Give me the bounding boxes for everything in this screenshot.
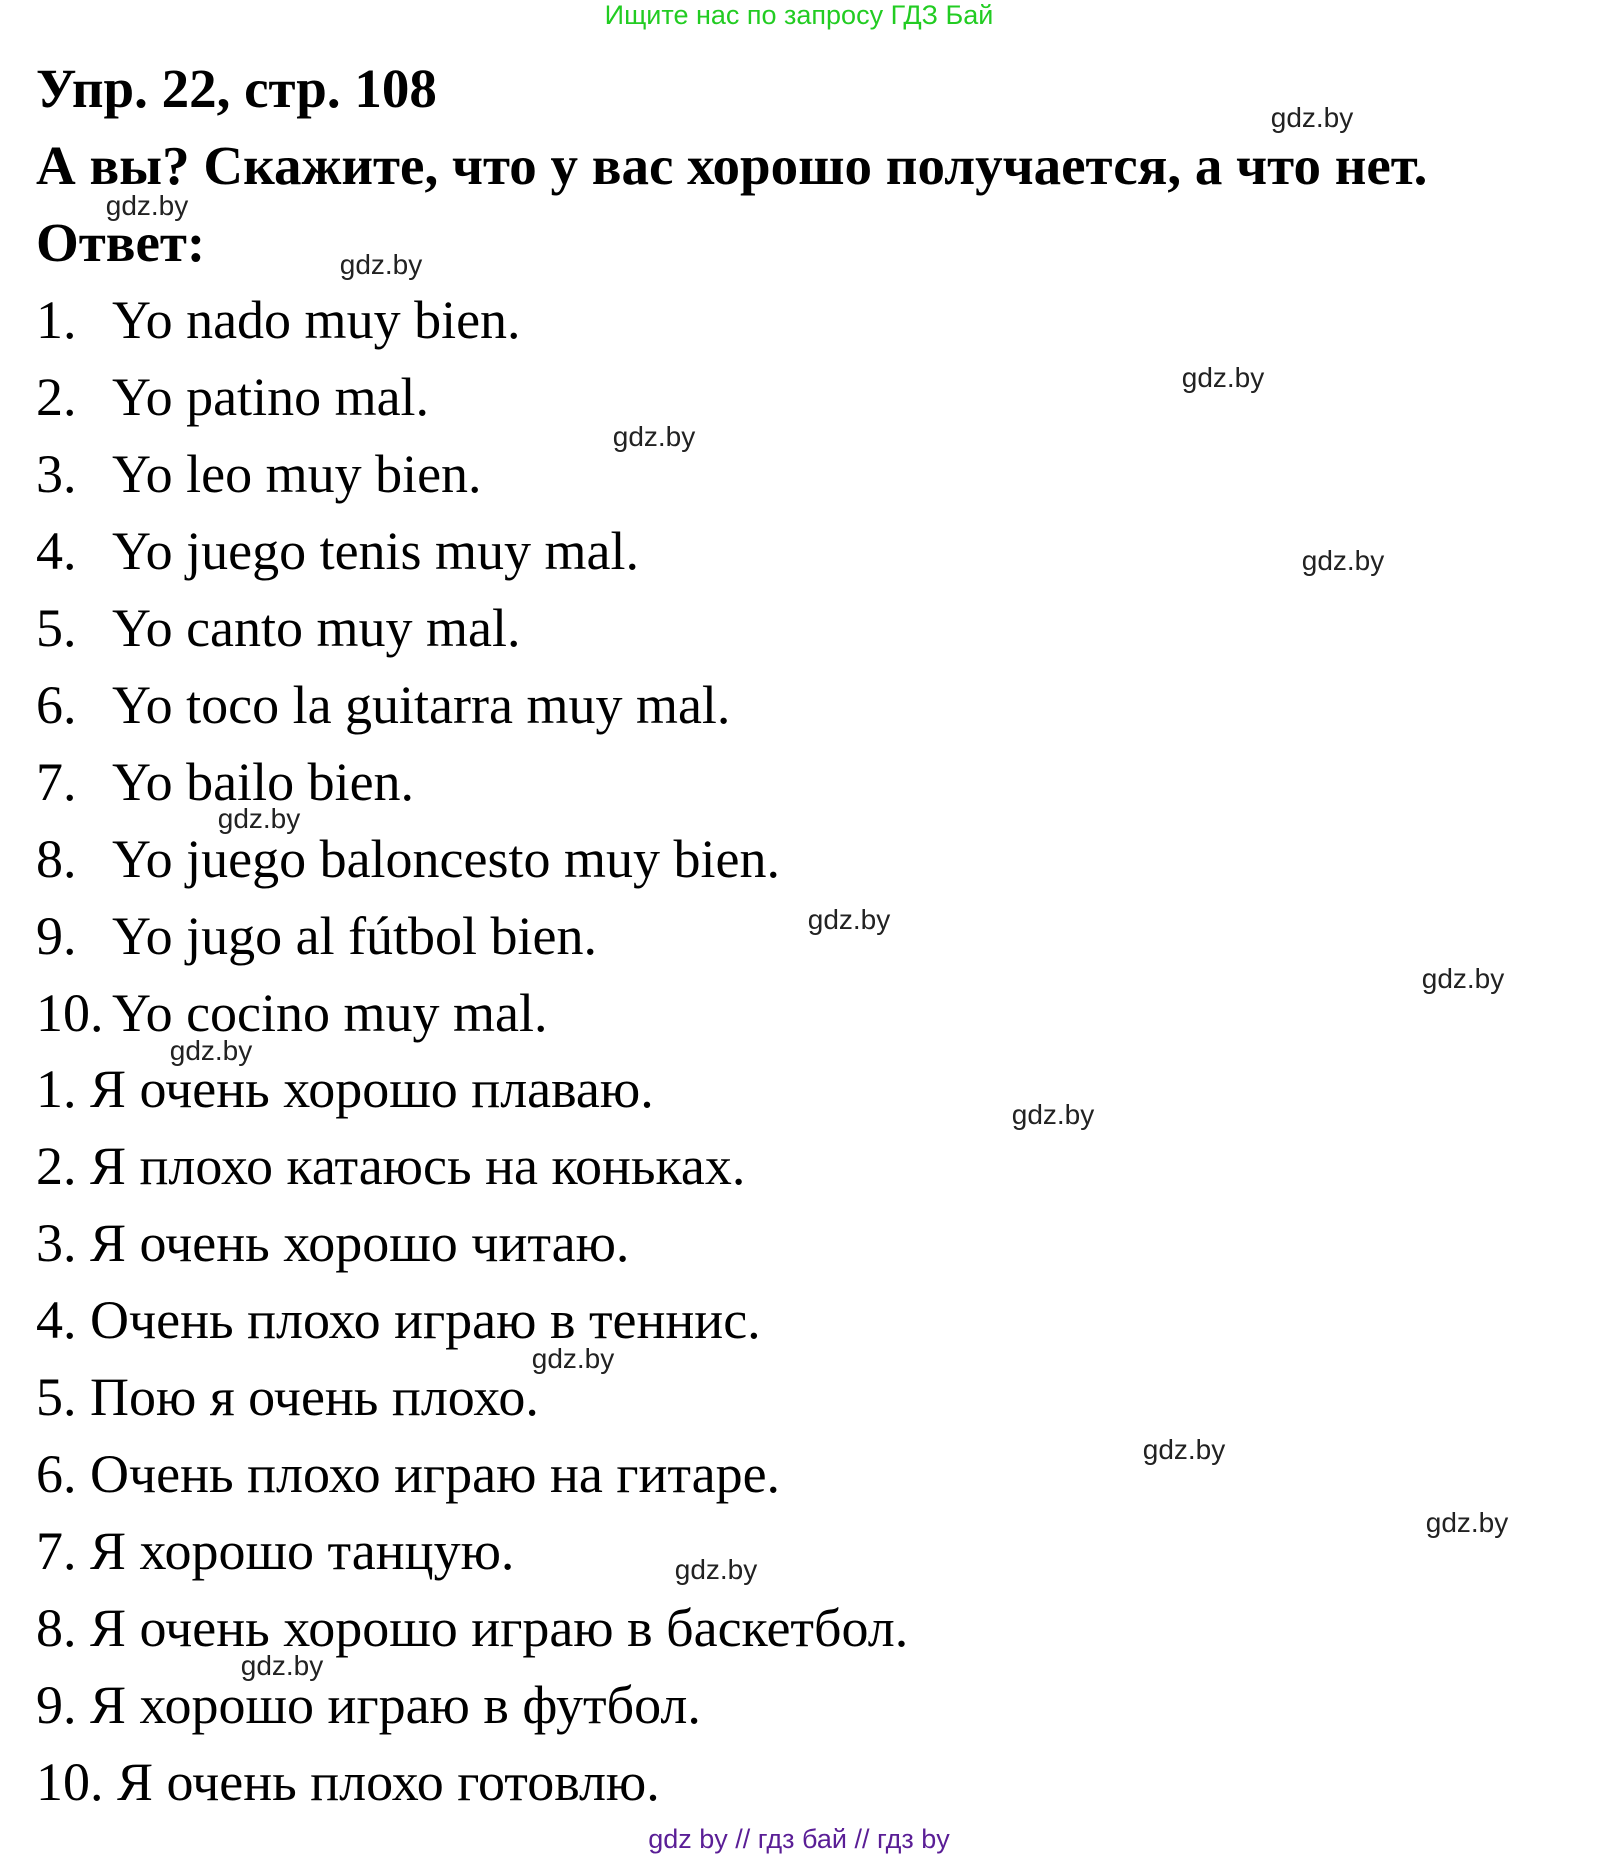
russian-translation-item: 3. Я очень хорошо читаю. bbox=[36, 1213, 630, 1273]
item-text: Yo bailo bien. bbox=[112, 752, 415, 812]
item-text: Yo canto muy mal. bbox=[112, 598, 521, 658]
item-number: 7. bbox=[36, 752, 77, 812]
watermark: gdz.by bbox=[612, 421, 696, 452]
russian-translation-item: 7. Я хорошо танцую. bbox=[36, 1521, 515, 1581]
watermark: gdz.by bbox=[240, 1650, 324, 1681]
item-number: 2. bbox=[36, 367, 77, 427]
russian-translation-item: 6. Очень плохо играю на гитаре. bbox=[36, 1444, 781, 1504]
russian-translation-item: 5. Пою я очень плохо. bbox=[36, 1367, 539, 1427]
watermark: gdz.by bbox=[807, 904, 891, 935]
item-number: 8. bbox=[36, 829, 77, 889]
item-number: 9. bbox=[36, 906, 77, 966]
item-text: Yo nado muy bien. bbox=[112, 290, 521, 350]
watermark: gdz.by bbox=[1301, 545, 1385, 576]
footer-links: gdz by // гдз бай // гдз by bbox=[648, 1824, 950, 1854]
item-text: Yo cocino muy mal. bbox=[112, 983, 548, 1043]
russian-translation-item: 10. Я очень плохо готовлю. bbox=[36, 1752, 660, 1812]
item-number: 3. bbox=[36, 444, 77, 504]
watermark: gdz.by bbox=[105, 190, 189, 221]
russian-translation-item: 8. Я очень хорошо играю в баскетбол. bbox=[36, 1598, 909, 1658]
watermark: gdz.by bbox=[674, 1554, 758, 1585]
spanish-answer-item bbox=[36, 906, 597, 966]
watermark: gdz.by bbox=[531, 1343, 615, 1374]
search-banner: Ищите нас по запросу ГДЗ Бай bbox=[604, 0, 994, 30]
item-text: Yo juego tenis muy mal. bbox=[112, 521, 640, 581]
russian-translation-item: 9. Я хорошо играю в футбол. bbox=[36, 1675, 701, 1735]
item-text: Yo toco la guitarra muy mal. bbox=[112, 675, 731, 735]
item-number: 1. bbox=[36, 290, 77, 350]
item-number: 5. bbox=[36, 598, 77, 658]
watermark: gdz.by bbox=[1421, 963, 1505, 994]
watermark: gdz.by bbox=[1425, 1507, 1509, 1538]
russian-translation-item: 2. Я плохо катаюсь на коньках. bbox=[36, 1136, 746, 1196]
watermark: gdz.by bbox=[1270, 102, 1354, 133]
watermark: gdz.by bbox=[217, 803, 301, 834]
watermark: gdz.by bbox=[339, 249, 423, 280]
spanish-answer-item bbox=[36, 367, 429, 427]
item-text: Yo jugo al fútbol bien. bbox=[112, 906, 598, 966]
item-text: Yo juego baloncesto muy bien. bbox=[112, 829, 780, 889]
answer-label: Ответ: bbox=[36, 212, 206, 273]
spanish-answer-item bbox=[36, 675, 730, 735]
spanish-answer-item bbox=[36, 598, 521, 658]
watermark: gdz.by bbox=[1011, 1099, 1095, 1130]
item-number: 10. bbox=[36, 983, 104, 1043]
russian-translation-item: 4. Очень плохо играю в теннис. bbox=[36, 1290, 761, 1350]
item-text: Yo patino mal. bbox=[112, 367, 430, 427]
item-text: Yo leo muy bien. bbox=[112, 444, 482, 504]
russian-translation-item: 1. Я очень хорошо плаваю. bbox=[36, 1059, 654, 1119]
spanish-answer-item bbox=[36, 521, 639, 581]
spanish-answer-item bbox=[36, 444, 482, 504]
watermark: gdz.by bbox=[1181, 362, 1265, 393]
exercise-title: Упр. 22, стр. 108 bbox=[36, 58, 437, 119]
task-text: А вы? Скажите, что у вас хорошо получается, а что нет. bbox=[36, 135, 1428, 196]
watermark: gdz.by bbox=[1142, 1434, 1226, 1465]
spanish-answer-item bbox=[36, 829, 780, 889]
watermark: gdz.by bbox=[169, 1035, 253, 1066]
spanish-answer-item bbox=[36, 983, 548, 1043]
item-number: 4. bbox=[36, 521, 77, 581]
item-number: 6. bbox=[36, 675, 77, 735]
spanish-answer-item bbox=[36, 290, 521, 350]
